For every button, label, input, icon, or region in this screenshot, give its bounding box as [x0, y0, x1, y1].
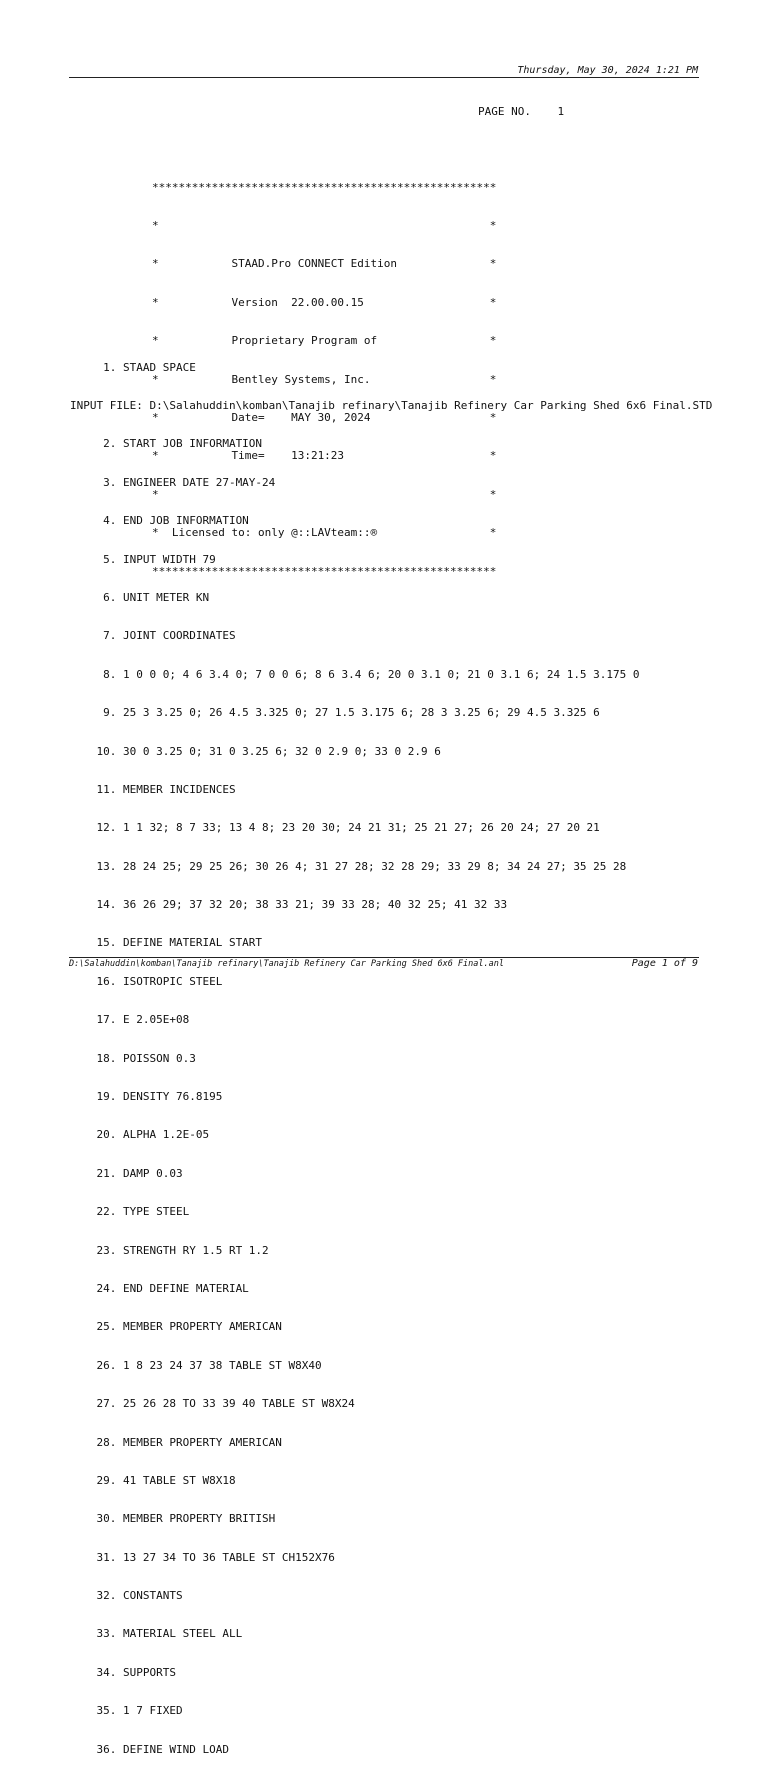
listing-line: 14. 36 26 29; 37 32 20; 38 33 21; 39 33 28; 40 32 25; 41 32 33 [70, 898, 508, 912]
listing-line: 11. MEMBER INCIDENCES [70, 782, 236, 796]
footer-rule [69, 957, 699, 958]
listing-line: 16. ISOTROPIC STEEL [70, 974, 223, 988]
listing-line: 27. 25 26 28 TO 33 39 40 TABLE ST W8X24 [70, 1397, 355, 1411]
listing-line: INPUT FILE: D:\Salahuddin\komban\Tanajib refinary\Tanajib Refinery Car Parking Shed 6x6 Final.STD [70, 398, 713, 412]
listing-line: 21. DAMP 0.03 [70, 1166, 183, 1180]
listing-line: 9. 25 3 3.25 0; 26 4.5 3.325 0; 27 1.5 3.175 6; 28 3 3.25 6; 29 4.5 3.325 6 [70, 706, 600, 720]
listing-line: 10. 30 0 3.25 0; 31 0 3.25 6; 32 0 2.9 0; 33 0 2.9 6 [70, 744, 441, 758]
listing-line: 32. CONSTANTS [70, 1589, 183, 1603]
listing-line: 35. 1 7 FIXED [70, 1704, 183, 1718]
banner-line: **************************************************** [152, 564, 497, 578]
input-listing [70, 336, 712, 1769]
footer-page-count: Page 1 of 9 [631, 958, 698, 969]
banner-line: * Date= MAY 30, 2024 * [152, 410, 497, 424]
banner-line: * Licensed to: only @::LAVteam::® * [152, 526, 497, 540]
header-rule [69, 77, 699, 78]
banner-line: * Version 22.00.00.15 * [152, 295, 497, 309]
banner-line: * * [152, 487, 497, 501]
listing-line: 5. INPUT WIDTH 79 [70, 552, 216, 566]
listing-line: 18. POISSON 0.3 [70, 1051, 196, 1065]
banner-line: * STAAD.Pro CONNECT Edition * [152, 257, 497, 271]
listing-line: 24. END DEFINE MATERIAL [70, 1281, 249, 1295]
listing-line: 13. 28 24 25; 29 25 26; 30 26 4; 31 27 28; 32 28 29; 33 29 8; 34 24 27; 35 25 28 [70, 859, 627, 873]
listing-line: 29. 41 TABLE ST W8X18 [70, 1473, 236, 1487]
listing-line: 12. 1 1 32; 8 7 33; 13 4 8; 23 20 30; 24 21 31; 25 21 27; 26 20 24; 27 20 21 [70, 821, 600, 835]
listing-line: 6. UNIT METER KN [70, 590, 210, 604]
listing-line: 15. DEFINE MATERIAL START [70, 936, 263, 950]
listing-line: 8. 1 0 0 0; 4 6 3.4 0; 7 0 0 6; 8 6 3.4 6; 20 0 3.1 0; 21 0 3.1 6; 24 1.5 3.175 0 [70, 667, 640, 681]
header-datetime: Thursday, May 30, 2024 1:21 PM [517, 65, 698, 76]
listing-line: 17. E 2.05E+08 [70, 1013, 190, 1027]
listing-line: 34. SUPPORTS [70, 1665, 176, 1679]
page-number: PAGE NO. 1 [478, 105, 565, 118]
listing-line: 3. ENGINEER DATE 27-MAY-24 [70, 475, 276, 489]
banner-line: * * [152, 218, 497, 232]
listing-line: 31. 13 27 34 TO 36 TABLE ST CH152X76 [70, 1550, 335, 1564]
banner-line: **************************************************** [152, 180, 497, 194]
listing-line: 19. DENSITY 76.8195 [70, 1090, 223, 1104]
listing-line: 33. MATERIAL STEEL ALL [70, 1627, 243, 1641]
banner-line: * Bentley Systems, Inc. * [152, 372, 497, 386]
listing-line: 7. JOINT COORDINATES [70, 629, 236, 643]
listing-line: 2. START JOB INFORMATION [70, 437, 263, 451]
listing-line: 1. STAAD SPACE [70, 360, 196, 374]
listing-line: 23. STRENGTH RY 1.5 RT 1.2 [70, 1243, 269, 1257]
listing-line: 4. END JOB INFORMATION [70, 514, 249, 528]
listing-line: 22. TYPE STEEL [70, 1205, 190, 1219]
listing-line: 26. 1 8 23 24 37 38 TABLE ST W8X40 [70, 1358, 322, 1372]
listing-line: 30. MEMBER PROPERTY BRITISH [70, 1512, 276, 1526]
footer-file-path: D:\Salahuddin\komban\Tanajib refinary\Tanajib Refinery Car Parking Shed 6x6 Final.anl [69, 959, 504, 969]
banner-line: * Proprietary Program of * [152, 334, 497, 348]
listing-line: 36. DEFINE WIND LOAD [70, 1742, 229, 1756]
listing-line: 20. ALPHA 1.2E-05 [70, 1128, 210, 1142]
banner-line: * Time= 13:21:23 * [152, 449, 497, 463]
listing-line: 25. MEMBER PROPERTY AMERICAN [70, 1320, 282, 1334]
listing-line: 28. MEMBER PROPERTY AMERICAN [70, 1435, 282, 1449]
